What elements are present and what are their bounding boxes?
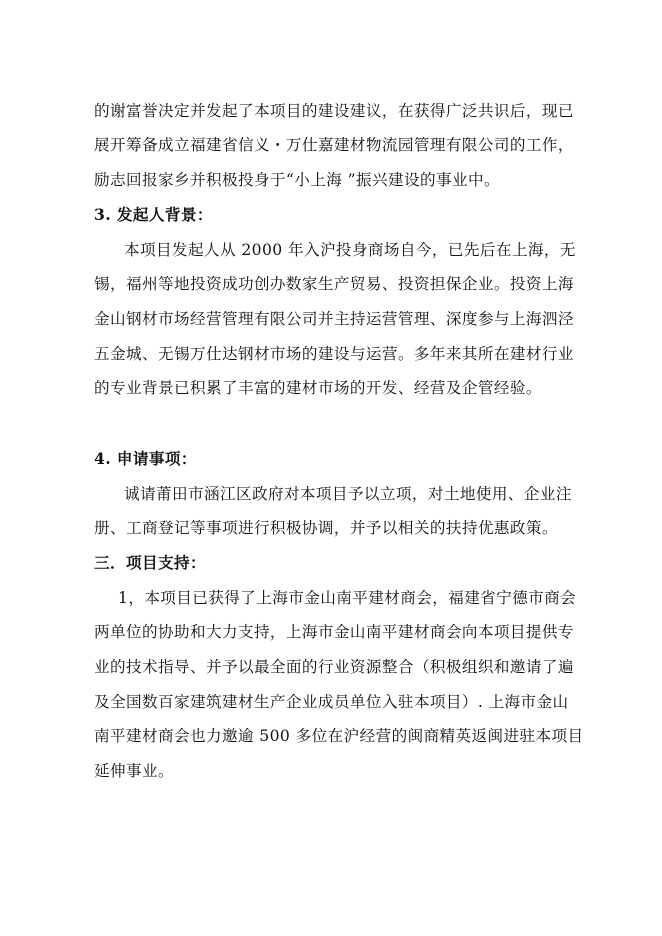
para4-line4: 及全国数百家建筑建材生产企业成员单位入驻本项目）. 上海市金山 — [94, 693, 569, 711]
para4-line2: 两单位的协助和大力支持，上海市金山南平建材商会向本项目提供专 — [94, 623, 574, 641]
para4-line5: 南平建材商会也力邀逾 500 多位在沪经营的闽商精英返闽进驻本项目 — [94, 727, 584, 745]
para1-line2: 展开筹备成立福建省信义・万仕嘉建材物流园管理有限公司的工作， — [94, 136, 574, 154]
heading-project-support: 三．项目支持： — [94, 553, 206, 572]
para2-line4: 五金城、无锡万仕达钢材市场的建设与运营。多年来其所在建材行业 — [94, 345, 574, 363]
para1-line3: 励志回报家乡并积极投身于“小上海 ”振兴建设的事业中。 — [94, 171, 500, 189]
para4-line1: 1，本项目已获得了上海市金山南平建材商会，福建省宁德市商会 — [118, 589, 577, 607]
para2-line1: 本项目发起人从 2000 年入沪投身商场自今，已先后在上海，无 — [124, 241, 576, 259]
para3-line1: 诚请莆田市涵江区政府对本项目予以立项，对土地使用、企业注 — [124, 485, 572, 503]
para2-line3: 金山钢材市场经营管理有限公司并主持运营管理、深度参与上海泗泾 — [94, 310, 574, 328]
para2-line2: 锡，福州等地投资成功创办数家生产贸易、投资担保企业。投资上海 — [94, 275, 574, 293]
para4-line6: 延伸事业。 — [94, 762, 174, 780]
para3-line2: 册、工商登记等事项进行积极协调，并予以相关的扶持优惠政策。 — [94, 519, 558, 537]
para1-line1: 的谢富誉决定并发起了本项目的建设建议，在获得广泛共识后，现已 — [94, 102, 574, 120]
para2-line5: 的专业背景已积累了丰富的建材市场的开发、经营及企管经验。 — [94, 379, 542, 397]
heading-application-items: 4. 申请事项： — [94, 449, 197, 468]
heading-founder-background: 3. 发起人背景： — [94, 205, 213, 224]
para4-line3: 业的技术指导、并予以最全面的行业资源整合（积极组织和邀请了遍 — [94, 658, 574, 676]
